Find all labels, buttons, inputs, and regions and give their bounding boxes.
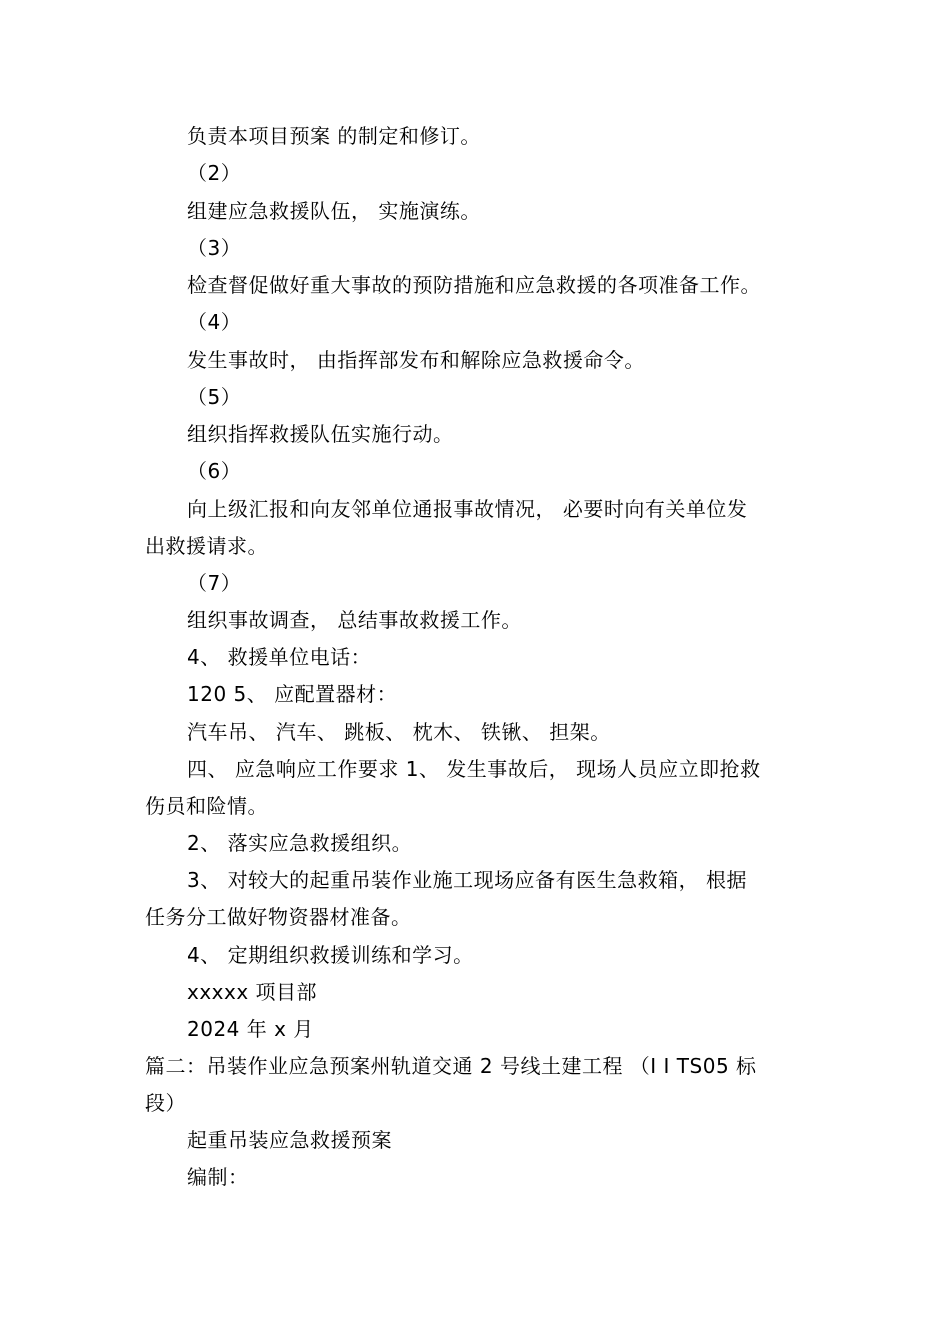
text-line: 篇二：吊装作业应急预案州轨道交通 2 号线土建工程 （I I TS05 标 [145, 1054, 757, 1078]
text-line: 向上级汇报和向友邻单位通报事故情况， 必要时向有关单位发 [187, 497, 748, 521]
text-line: 3、 对较大的起重吊装作业施工现场应备有医生急救箱， 根据 [187, 868, 747, 892]
text-line: 2024 年 x 月 [187, 1017, 314, 1041]
text-line: （5） [187, 385, 242, 409]
text-line: 2、 落实应急救援组织。 [187, 831, 413, 855]
text-line: （6） [187, 459, 242, 483]
text-line: 编制： [187, 1165, 249, 1189]
text-line: 组织指挥救援队伍实施行动。 [187, 422, 454, 446]
text-line: 组织事故调查， 总结事故救援工作。 [187, 608, 522, 632]
text-line: 伤员和险情。 [145, 794, 268, 818]
text-line: 4、 定期组织救援训练和学习。 [187, 943, 474, 967]
text-line: 负责本项目预案 的制定和修订。 [187, 124, 481, 148]
text-line: 段） [145, 1091, 186, 1115]
text-line: 汽车吊、 汽车、 跳板、 枕木、 铁锹、 担架。 [187, 720, 611, 744]
text-line: 任务分工做好物资器材准备。 [145, 905, 412, 929]
text-line: 发生事故时， 由指挥部发布和解除应急救援命令。 [187, 348, 645, 372]
text-line: 出救援请求。 [145, 534, 268, 558]
text-line: 120 5、 应配置器材： [187, 682, 398, 706]
text-line: xxxxx 项目部 [187, 980, 318, 1004]
text-line: 四、 应急响应工作要求 1、 发生事故后， 现场人员应立即抢救 [187, 757, 761, 781]
text-line: （7） [187, 571, 242, 595]
text-line: 检查督促做好重大事故的预防措施和应急救援的各项准备工作。 [187, 273, 761, 297]
text-line: 组建应急救援队伍， 实施演练。 [187, 199, 481, 223]
text-line: （3） [187, 236, 242, 260]
text-line: 起重吊装应急救援预案 [187, 1128, 392, 1152]
text-line: （2） [187, 161, 242, 185]
text-line: 4、 救援单位电话： [187, 645, 372, 669]
text-line: （4） [187, 310, 242, 334]
